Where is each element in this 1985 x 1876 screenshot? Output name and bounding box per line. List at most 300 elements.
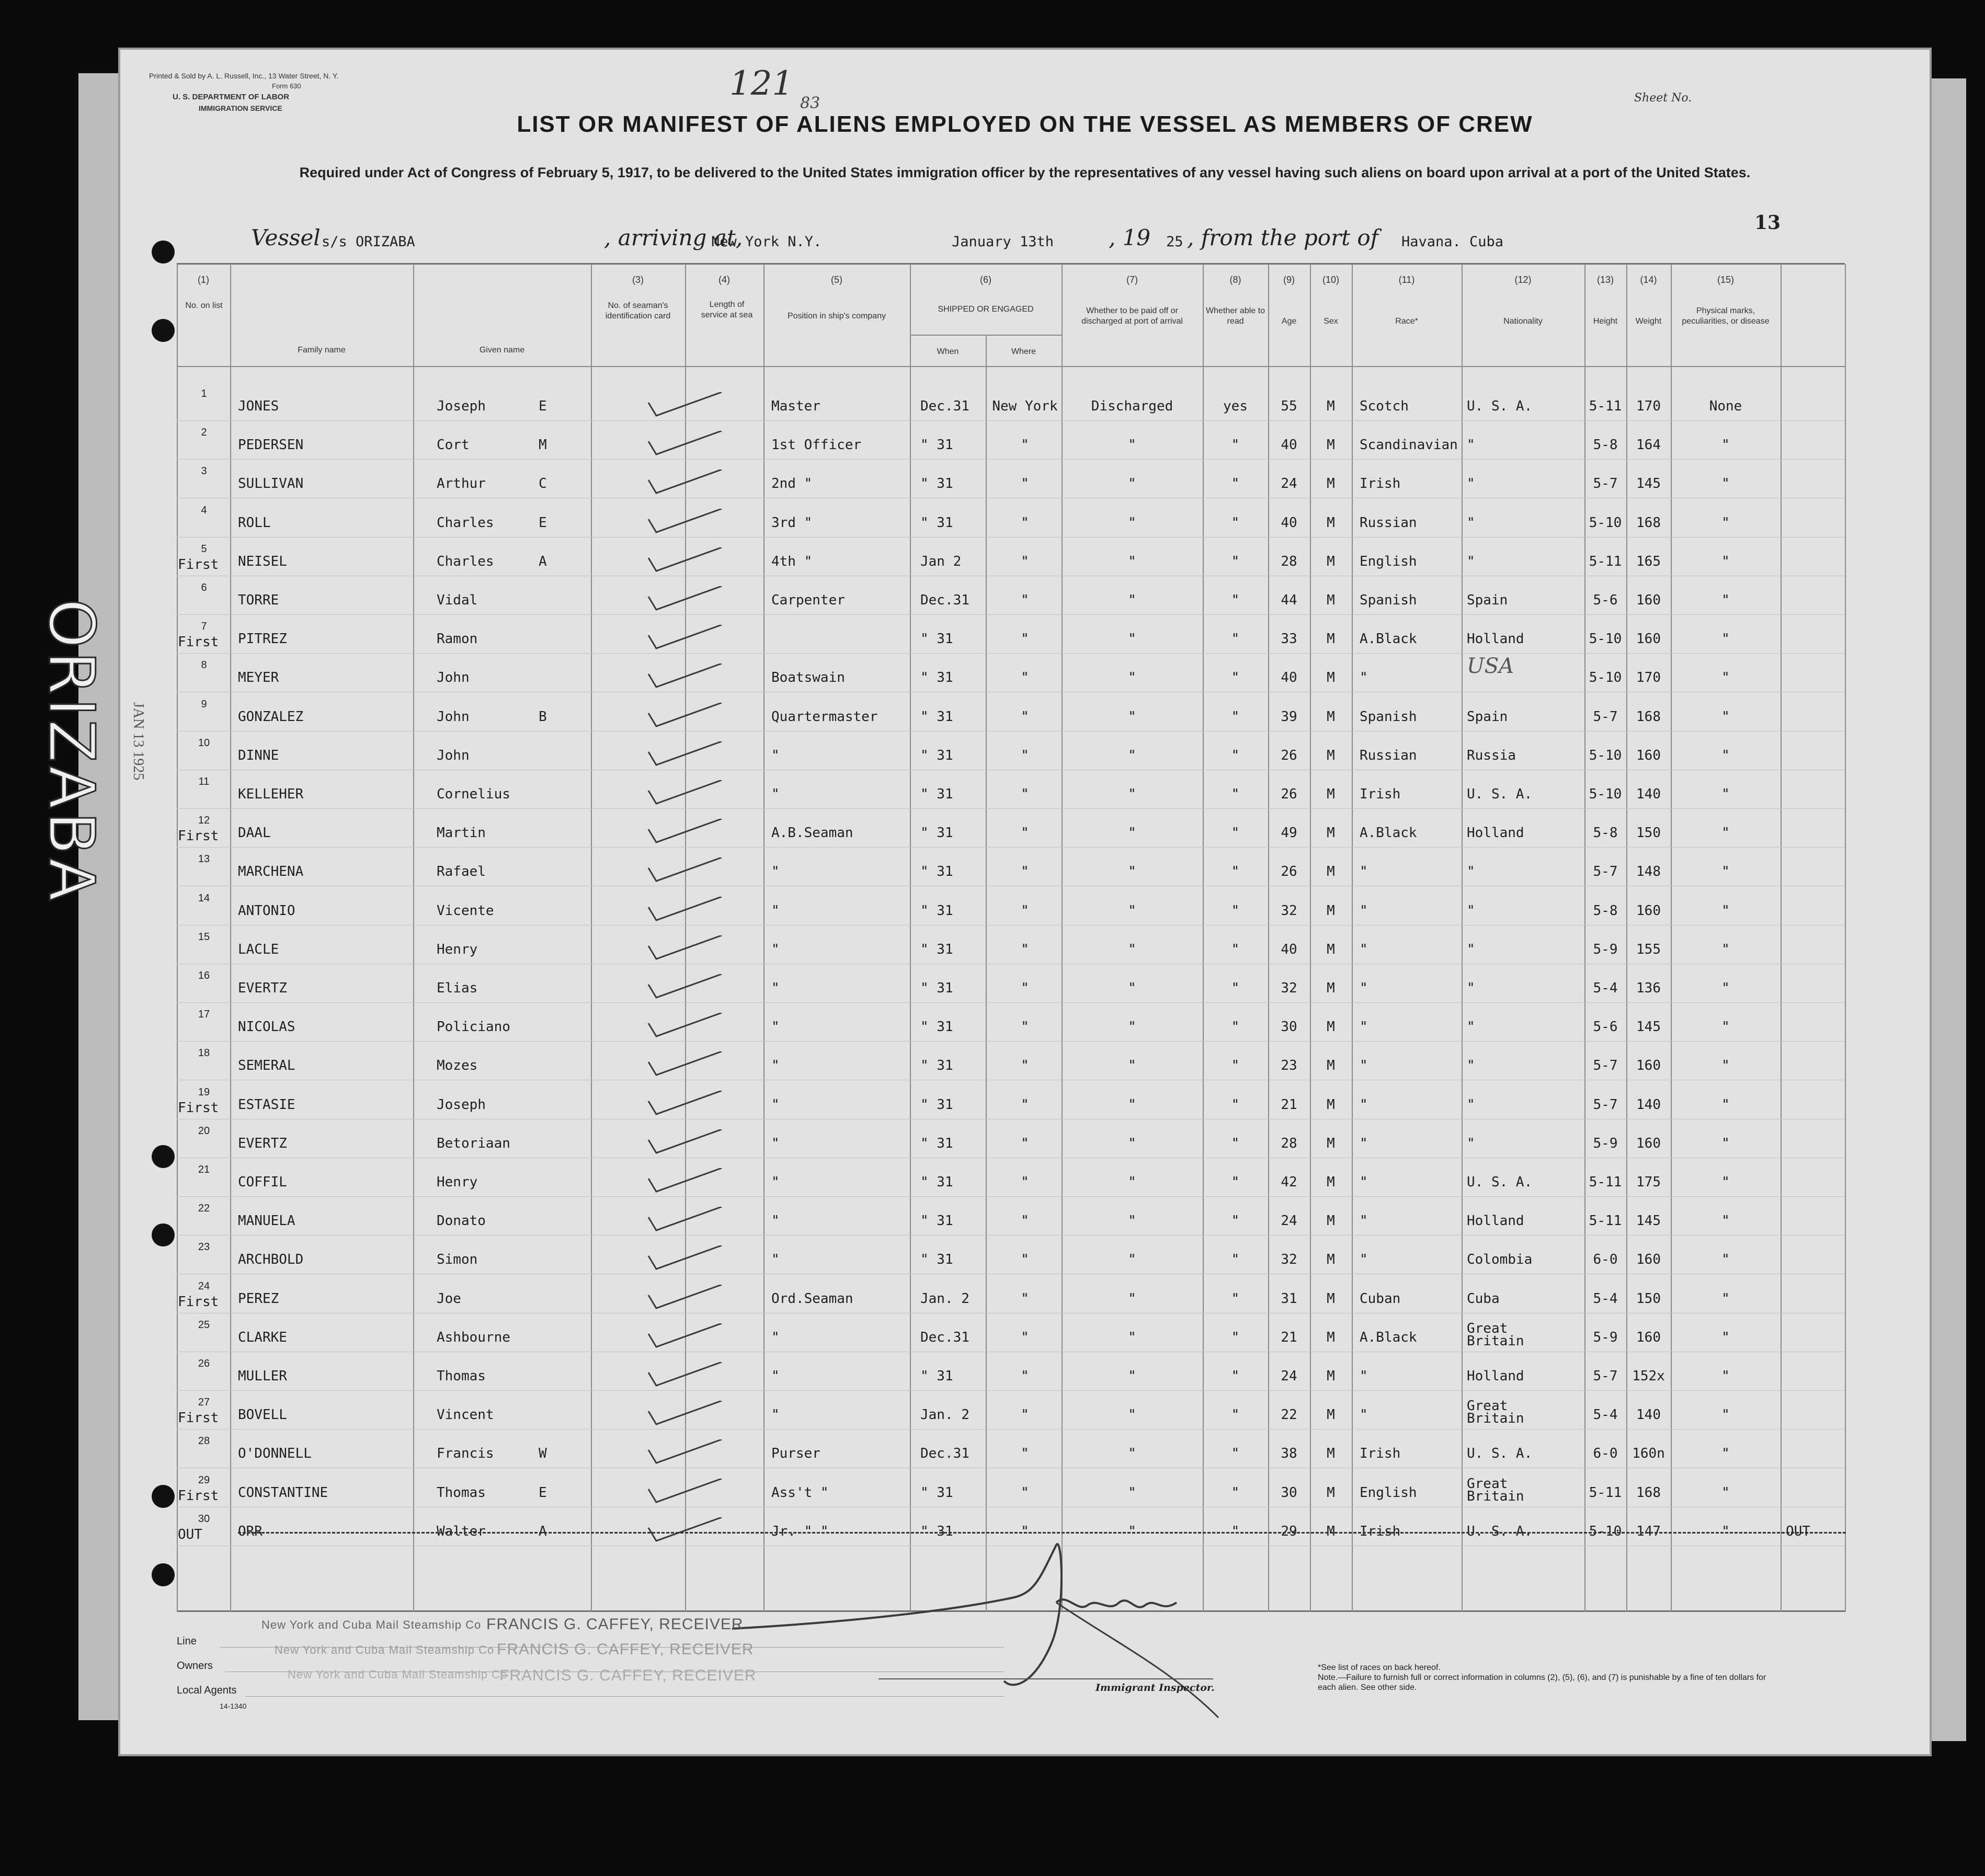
physical-marks: None (1709, 398, 1742, 414)
family-name: TORRE (238, 592, 279, 608)
family-name: DINNE (238, 747, 279, 763)
family-name: MEYER (238, 670, 279, 686)
physical-marks: " (1721, 1058, 1730, 1074)
height: 5-11 (1589, 1484, 1622, 1501)
given-name: Thomas (437, 1484, 486, 1501)
row-number: 25 (198, 1319, 210, 1331)
weight: 160 (1636, 1135, 1661, 1151)
check-mark (643, 586, 727, 617)
weight: 160 (1636, 1252, 1661, 1268)
paid-off: " (1128, 941, 1136, 957)
family-name: SEMERAL (238, 1058, 295, 1074)
paid-off: " (1128, 864, 1136, 880)
hdr-shipped: SHIPPED OR ENGAGED (938, 305, 1034, 314)
race: " (1360, 902, 1368, 919)
col-border (413, 264, 414, 1612)
nationality: " (1467, 1135, 1475, 1151)
nationality: Holland (1467, 631, 1524, 647)
age: 21 (1281, 1096, 1297, 1113)
check-mark (643, 547, 727, 579)
height: 5-7 (1593, 476, 1618, 492)
row-number: 27 (198, 1397, 210, 1409)
owners-label: Owners (177, 1660, 213, 1672)
paid-off: " (1128, 747, 1136, 763)
shipped-where: " (1021, 786, 1029, 802)
shipped-where: " (1021, 670, 1029, 686)
footnote-races: *See list of races on back hereof. (1318, 1663, 1441, 1672)
middle-initial: E (539, 514, 547, 531)
nationality: Colombia (1467, 1252, 1533, 1268)
position: Jr. " " (771, 1523, 829, 1539)
able-to-read: " (1231, 1446, 1240, 1462)
row-number: 14 (198, 892, 210, 904)
sheet-number: 13 (1754, 212, 1781, 234)
shipped-when: " 31 (920, 941, 953, 957)
col-num: (3) (632, 274, 644, 285)
form-number: Form 630 (272, 82, 301, 90)
middle-initial: A (539, 1523, 547, 1539)
punch-hole (152, 1145, 175, 1168)
shipped-where: " (1021, 1407, 1029, 1423)
row-rule (177, 1002, 1845, 1003)
shipped-where: " (1021, 1096, 1029, 1113)
row-mark: First (178, 1294, 219, 1310)
physical-marks: " (1721, 1135, 1730, 1151)
height: 5-10 (1589, 786, 1622, 802)
family-name: O'DONNELL (238, 1446, 312, 1462)
shipped-when: Dec.31 (920, 398, 969, 414)
sex: M (1327, 1446, 1335, 1462)
row-number: 15 (198, 931, 210, 943)
col-num: (10) (1322, 274, 1339, 285)
hdr-position: Position in ship's company (787, 312, 886, 321)
nationality: " (1467, 514, 1475, 531)
height: 5-10 (1589, 514, 1622, 531)
race: A.Black (1360, 1329, 1417, 1345)
age: 32 (1281, 1252, 1297, 1268)
given-name: Thomas (437, 1368, 486, 1384)
weight: 175 (1636, 1174, 1661, 1190)
able-to-read: " (1231, 1096, 1240, 1113)
race: " (1360, 1407, 1368, 1423)
given-name: Henry (437, 1174, 478, 1190)
height: 5-4 (1593, 1290, 1618, 1307)
paid-off: " (1128, 1252, 1136, 1268)
row-rule (177, 614, 1845, 615)
shipped-when: " 31 (920, 631, 953, 647)
weight: 148 (1636, 864, 1661, 880)
row-number: 10 (198, 737, 210, 749)
race: " (1360, 1252, 1368, 1268)
sex: M (1327, 1252, 1335, 1268)
shipped-where: " (1021, 476, 1029, 492)
row-number: 7 (201, 621, 207, 633)
shipped-where: " (1021, 1523, 1029, 1539)
age: 24 (1281, 1368, 1297, 1384)
col-border (1352, 264, 1353, 1612)
given-name: Martin (437, 825, 486, 841)
race: Irish (1360, 1446, 1401, 1462)
nationality: Great Britain (1467, 1320, 1524, 1349)
col-border (986, 335, 987, 1612)
height: 5-11 (1589, 553, 1622, 569)
row-mark: OUT (178, 1526, 202, 1542)
row-number: 11 (198, 776, 210, 787)
height: 6-0 (1593, 1446, 1618, 1462)
row-number: 12 (198, 815, 210, 827)
paid-off: " (1128, 1368, 1136, 1384)
able-to-read: " (1231, 476, 1240, 492)
sex: M (1327, 1058, 1335, 1074)
able-to-read: " (1231, 864, 1240, 880)
able-to-read: yes (1223, 398, 1248, 414)
physical-marks: " (1721, 1329, 1730, 1345)
row-number: 6 (201, 582, 207, 593)
year-suffix: 25 (1166, 234, 1183, 250)
position: 1st Officer (771, 437, 862, 453)
paid-off: " (1128, 1135, 1136, 1151)
physical-marks: " (1721, 708, 1730, 725)
check-mark (643, 1285, 727, 1316)
given-name: Cornelius (437, 786, 510, 802)
paid-off: " (1128, 902, 1136, 919)
physical-marks: " (1721, 1019, 1730, 1035)
given-name: Henry (437, 941, 478, 957)
manifest-sheet (35, 50, 1930, 1754)
check-mark (643, 780, 727, 811)
check-mark (643, 392, 727, 424)
col-num: (8) (1229, 274, 1241, 285)
shipped-when: " 31 (920, 670, 953, 686)
family-name: EVERTZ (238, 980, 287, 996)
sex: M (1327, 1407, 1335, 1423)
agents-label: Local Agents (177, 1685, 237, 1696)
hdr-when: When (937, 347, 959, 356)
page-subtitle: Required under Act of Congress of February 5, 1917, to be delivered to the United States immigration officer by the representatives of any vessel having such aliens on board upon arrival at a port of the United States. (299, 165, 1751, 180)
sex: M (1327, 398, 1335, 414)
height: 5-4 (1593, 980, 1618, 996)
position: Carpenter (771, 592, 845, 608)
inspector-rule (879, 1678, 1213, 1679)
height: 5-8 (1593, 825, 1618, 841)
weight: 160 (1636, 1329, 1661, 1345)
from-port: Havana. Cuba (1401, 234, 1504, 250)
check-mark (643, 1245, 727, 1277)
position: " (771, 786, 780, 802)
weight: 140 (1636, 1407, 1661, 1423)
row-mark: First (178, 556, 219, 573)
row-number: 28 (198, 1435, 210, 1447)
col-border (1781, 264, 1782, 1612)
row-mark: First (178, 828, 219, 844)
middle-initial: W (539, 1446, 547, 1462)
service-label: IMMIGRATION SERVICE (199, 104, 282, 112)
row-number: 30 (198, 1513, 210, 1525)
given-name: Elias (437, 980, 478, 996)
col-num: (6) (980, 274, 991, 285)
paid-off: " (1128, 1174, 1136, 1190)
height: 5-11 (1589, 1174, 1622, 1190)
hdr-where: Where (1011, 347, 1036, 356)
position: A.B.Seaman (771, 825, 853, 841)
middle-initial: E (539, 398, 547, 414)
sex: M (1327, 1329, 1335, 1345)
age: 22 (1281, 1407, 1297, 1423)
family-name: LACLE (238, 941, 279, 957)
weight: 145 (1636, 1213, 1661, 1229)
sex: M (1327, 708, 1335, 725)
weight: 168 (1636, 514, 1661, 531)
family-name: PEDERSEN (238, 437, 304, 453)
race: " (1360, 864, 1368, 880)
family-name: COFFIL (238, 1174, 287, 1190)
row-rule (177, 1196, 1845, 1197)
vessel-name: s/s ORIZABA (322, 234, 415, 250)
row-rule (177, 653, 1845, 654)
paid-off: " (1128, 476, 1136, 492)
shipped-when: " 31 (920, 825, 953, 841)
col-border (1462, 264, 1463, 1612)
age: 33 (1281, 631, 1297, 647)
height: 5-9 (1593, 1135, 1618, 1151)
given-name: John (437, 747, 470, 763)
age: 40 (1281, 941, 1297, 957)
paid-off: " (1128, 1019, 1136, 1035)
col-border (763, 264, 765, 1612)
nationality: " (1467, 476, 1475, 492)
col-num: (15) (1717, 274, 1734, 285)
weight: 160 (1636, 1058, 1661, 1074)
shipped-when: " 31 (920, 708, 953, 725)
race: Irish (1360, 476, 1401, 492)
family-name: EVERTZ (238, 1135, 287, 1151)
margin-date-stamp: JAN 13 1925 (130, 702, 146, 781)
table-top-rule (177, 263, 1845, 265)
nationality: " (1467, 1058, 1475, 1074)
height: 5-6 (1593, 1019, 1618, 1035)
race: English (1360, 1484, 1417, 1501)
race: " (1360, 980, 1368, 996)
punch-hole (152, 1563, 175, 1586)
row-number: 5 (201, 543, 207, 555)
able-to-read: " (1231, 1174, 1240, 1190)
row-number: 17 (198, 1009, 210, 1021)
physical-marks: " (1721, 1368, 1730, 1384)
sex: M (1327, 941, 1335, 957)
race: Irish (1360, 1523, 1401, 1539)
weight: 136 (1636, 980, 1661, 996)
height: 5-10 (1589, 1523, 1622, 1539)
given-name: John (437, 670, 470, 686)
weight: 170 (1636, 670, 1661, 686)
middle-initial: A (539, 553, 547, 569)
shipped-where: " (1021, 1484, 1029, 1501)
height: 5-10 (1589, 631, 1622, 647)
hdr-weight: Weight (1635, 317, 1662, 326)
check-mark (643, 1323, 727, 1355)
shipped-where: " (1021, 1446, 1029, 1462)
able-to-read: " (1231, 592, 1240, 608)
form-code: 14-1340 (220, 1702, 247, 1710)
row-number: 29 (198, 1474, 210, 1486)
col-num: (7) (1126, 274, 1138, 285)
race: Spanish (1360, 708, 1417, 725)
position: " (771, 1058, 780, 1074)
nationality: Russia (1467, 747, 1516, 763)
family-name: BOVELL (238, 1407, 287, 1423)
paid-off: " (1128, 631, 1136, 647)
given-name: Charles (437, 514, 494, 531)
check-mark (643, 664, 727, 695)
handwritten-number-small: 83 (800, 94, 820, 112)
race: " (1360, 1058, 1368, 1074)
owners-stamp-company: New York and Cuba Mail Steamship Co (275, 1643, 495, 1656)
given-name: Joe (437, 1290, 461, 1307)
shipped-when: Jan. 2 (920, 1407, 969, 1423)
hdr-race: Race* (1395, 317, 1418, 326)
given-name: Rafael (437, 864, 486, 880)
weight: 140 (1636, 786, 1661, 802)
age: 32 (1281, 902, 1297, 919)
family-name: DAAL (238, 825, 271, 841)
age: 26 (1281, 747, 1297, 763)
inspector-label: Immigrant Inspector. (1096, 1682, 1215, 1694)
check-mark (643, 1362, 727, 1393)
row-mark: First (178, 1488, 219, 1504)
paid-off: " (1128, 514, 1136, 531)
weight: 155 (1636, 941, 1661, 957)
sex: M (1327, 1368, 1335, 1384)
race: " (1360, 1135, 1368, 1151)
physical-marks: " (1721, 1252, 1730, 1268)
col-num: (14) (1640, 274, 1657, 285)
paid-off: " (1128, 1446, 1136, 1462)
shipped-when: " 31 (920, 747, 953, 763)
position: " (771, 1329, 780, 1345)
paid-off: " (1128, 1484, 1136, 1501)
hdr-length-service: Length of service at sea (701, 300, 753, 319)
sex: M (1327, 1290, 1335, 1307)
height: 5-7 (1593, 1058, 1618, 1074)
sex: M (1327, 825, 1335, 841)
shipped-when: " 31 (920, 1368, 953, 1384)
shipped-where: " (1021, 1174, 1029, 1190)
line-stamp-receiver: FRANCIS G. CAFFEY, RECEIVER (486, 1616, 744, 1633)
shipped-when: " 31 (920, 864, 953, 880)
hdr-able-read: Whether able to read (1206, 306, 1265, 326)
shipped-when: " 31 (920, 902, 953, 919)
paid-off: " (1128, 1058, 1136, 1074)
given-name: Walter (437, 1523, 486, 1539)
shipped-when: " 31 (920, 476, 953, 492)
punch-hole (152, 241, 175, 264)
paid-off: " (1128, 708, 1136, 725)
check-mark (643, 703, 727, 734)
row-number: 26 (198, 1358, 210, 1369)
shipped-when: Jan 2 (920, 553, 962, 569)
family-name: PITREZ (238, 631, 287, 647)
paid-off: " (1128, 980, 1136, 996)
able-to-read: " (1231, 786, 1240, 802)
weight: 168 (1636, 708, 1661, 725)
weight: 140 (1636, 1096, 1661, 1113)
able-to-read: " (1231, 1213, 1240, 1229)
race: Irish (1360, 786, 1401, 802)
hdr-sex: Sex (1324, 317, 1338, 326)
age: 39 (1281, 708, 1297, 725)
shipped-where: " (1021, 864, 1029, 880)
row-rule (177, 808, 1845, 809)
shipped-where: New York (992, 398, 1058, 414)
weight: 160 (1636, 902, 1661, 919)
family-name: CLARKE (238, 1329, 287, 1345)
race: " (1360, 1019, 1368, 1035)
able-to-read: " (1231, 670, 1240, 686)
check-mark (643, 1168, 727, 1199)
shipped-where: " (1021, 592, 1029, 608)
nationality: USA (1467, 654, 1514, 679)
family-name: PEREZ (238, 1290, 279, 1307)
nationality: " (1467, 941, 1475, 957)
check-mark (643, 857, 727, 889)
family-name: CONSTANTINE (238, 1484, 328, 1501)
row-mark: First (178, 1410, 219, 1426)
family-name: ROLL (238, 514, 271, 531)
check-mark (643, 1013, 727, 1044)
paid-off: " (1128, 1096, 1136, 1113)
nationality: " (1467, 1019, 1475, 1035)
nationality: Spain (1467, 708, 1508, 725)
nationality: Holland (1467, 1213, 1524, 1229)
physical-marks: " (1721, 1484, 1730, 1501)
nationality: Great Britain (1467, 1398, 1524, 1427)
height: 5-6 (1593, 592, 1618, 608)
family-name: NICOLAS (238, 1019, 295, 1035)
paid-off: " (1128, 592, 1136, 608)
shipped-where: " (1021, 980, 1029, 996)
weight: 150 (1636, 1290, 1661, 1307)
inspector-signature (722, 1472, 1349, 1744)
sex: M (1327, 553, 1335, 569)
nationality: Spain (1467, 592, 1508, 608)
race: " (1360, 1213, 1368, 1229)
col-num: (5) (831, 274, 842, 285)
hdr-height: Height (1593, 317, 1618, 326)
sex: M (1327, 631, 1335, 647)
col-num: (1) (198, 274, 209, 285)
year-prefix: , 19 (1109, 225, 1151, 250)
shipped-when: " 31 (920, 437, 953, 453)
height: 5-11 (1589, 1213, 1622, 1229)
middle-initial: C (539, 476, 547, 492)
height: 5-8 (1593, 902, 1618, 919)
family-name: KELLEHER (238, 786, 304, 802)
col-num: (13) (1596, 274, 1614, 285)
shipped-when: " 31 (920, 1058, 953, 1074)
row-mark: First (178, 634, 219, 650)
position: " (771, 902, 780, 919)
family-name: ANTONIO (238, 902, 295, 919)
shipped-when: " 31 (920, 786, 953, 802)
middle-initial: E (539, 1484, 547, 1501)
nationality: U. S. A. (1467, 786, 1533, 802)
given-name: Joseph (437, 398, 486, 414)
sex: M (1327, 437, 1335, 453)
row-number: 16 (198, 970, 210, 981)
physical-marks: " (1721, 1096, 1730, 1113)
able-to-read: " (1231, 708, 1240, 725)
family-name: SULLIVAN (238, 476, 304, 492)
